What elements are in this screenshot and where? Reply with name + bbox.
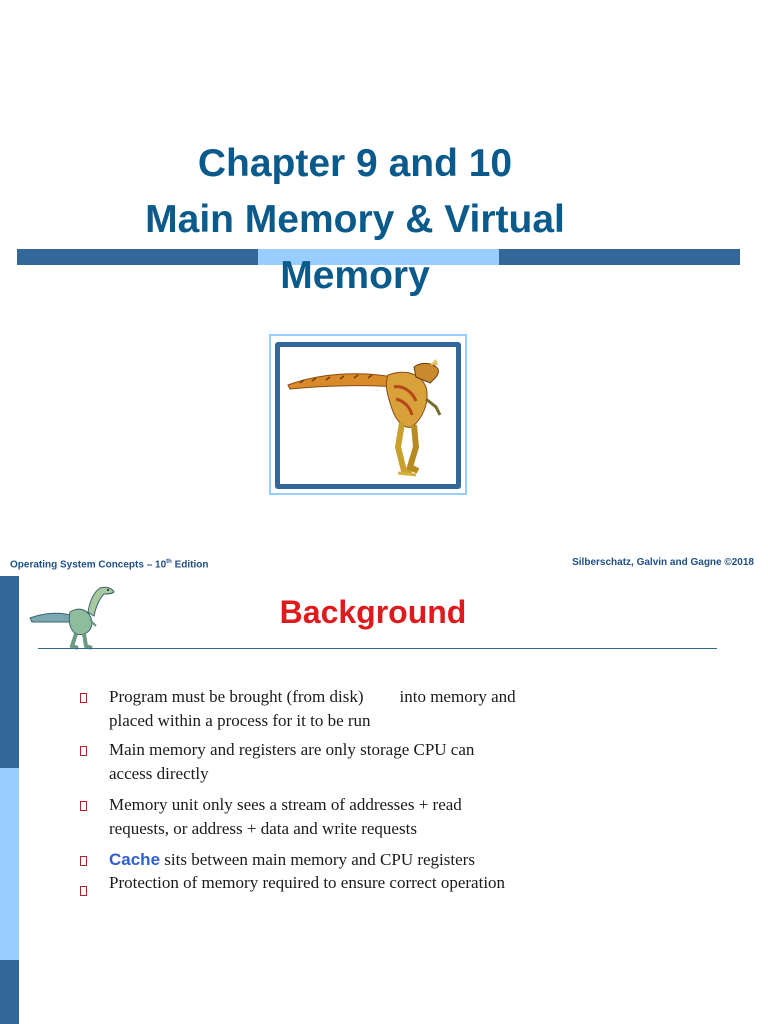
bullet-3-line-1: Memory unit only sees a stream of addresses + read [109, 795, 462, 814]
content-slide [0, 576, 768, 1024]
footer-edition-sup: th [166, 559, 172, 565]
cache-term: Cache [109, 850, 161, 869]
dinosaur-illustration-icon [280, 347, 460, 488]
bullet-marker [80, 746, 87, 756]
bullet-2-line-2: access directly [109, 764, 209, 783]
image-frame-inner [275, 342, 461, 489]
bullet-item-3 [80, 793, 680, 843]
footer-edition-text: Operating System Concepts – 10 [10, 559, 167, 571]
bullet-text [109, 848, 475, 872]
bullet-1-line-2: placed within a process for it to be run [109, 711, 371, 730]
bullet-marker [80, 856, 87, 866]
side-stripe-bottom [0, 960, 19, 1024]
bullet-5-line-1: Protection of memory required to ensure correct operation [109, 873, 506, 892]
footer-copyright: Silberschatz, Galvin and Gagne ©2018 [572, 557, 754, 568]
side-stripe-middle [0, 768, 19, 960]
bullet-1-line-1b: into memory and [399, 687, 516, 706]
bullet-item-2 [80, 738, 680, 788]
bullet-marker [80, 693, 87, 703]
image-frame [269, 334, 467, 495]
footer-edition-suffix: Edition [171, 559, 209, 571]
bullet-1-line-1a: Program must be brought (from disk) [109, 687, 364, 706]
slide-title [60, 136, 650, 304]
bullet-marker [80, 886, 87, 896]
bullet-4-rest: sits between main memory and CPU registers [160, 850, 475, 869]
bullet-item-1 [80, 685, 680, 735]
footer-edition [10, 559, 209, 570]
title-underline [38, 648, 717, 649]
bullet-item-5 [80, 871, 680, 903]
title-line-3: Memory [280, 254, 430, 297]
bullet-marker [80, 801, 87, 811]
title-line-2: Main Memory & Virtual [145, 198, 565, 241]
bullet-3-line-2: requests, or address + data and write requests [109, 819, 417, 838]
content-slide-title: Background [279, 594, 467, 630]
title-line-1: Chapter 9 and 10 [197, 142, 513, 185]
bullet-text [109, 685, 516, 709]
bullet-2-line-1: Main memory and registers are only storage CPU can [109, 740, 475, 759]
